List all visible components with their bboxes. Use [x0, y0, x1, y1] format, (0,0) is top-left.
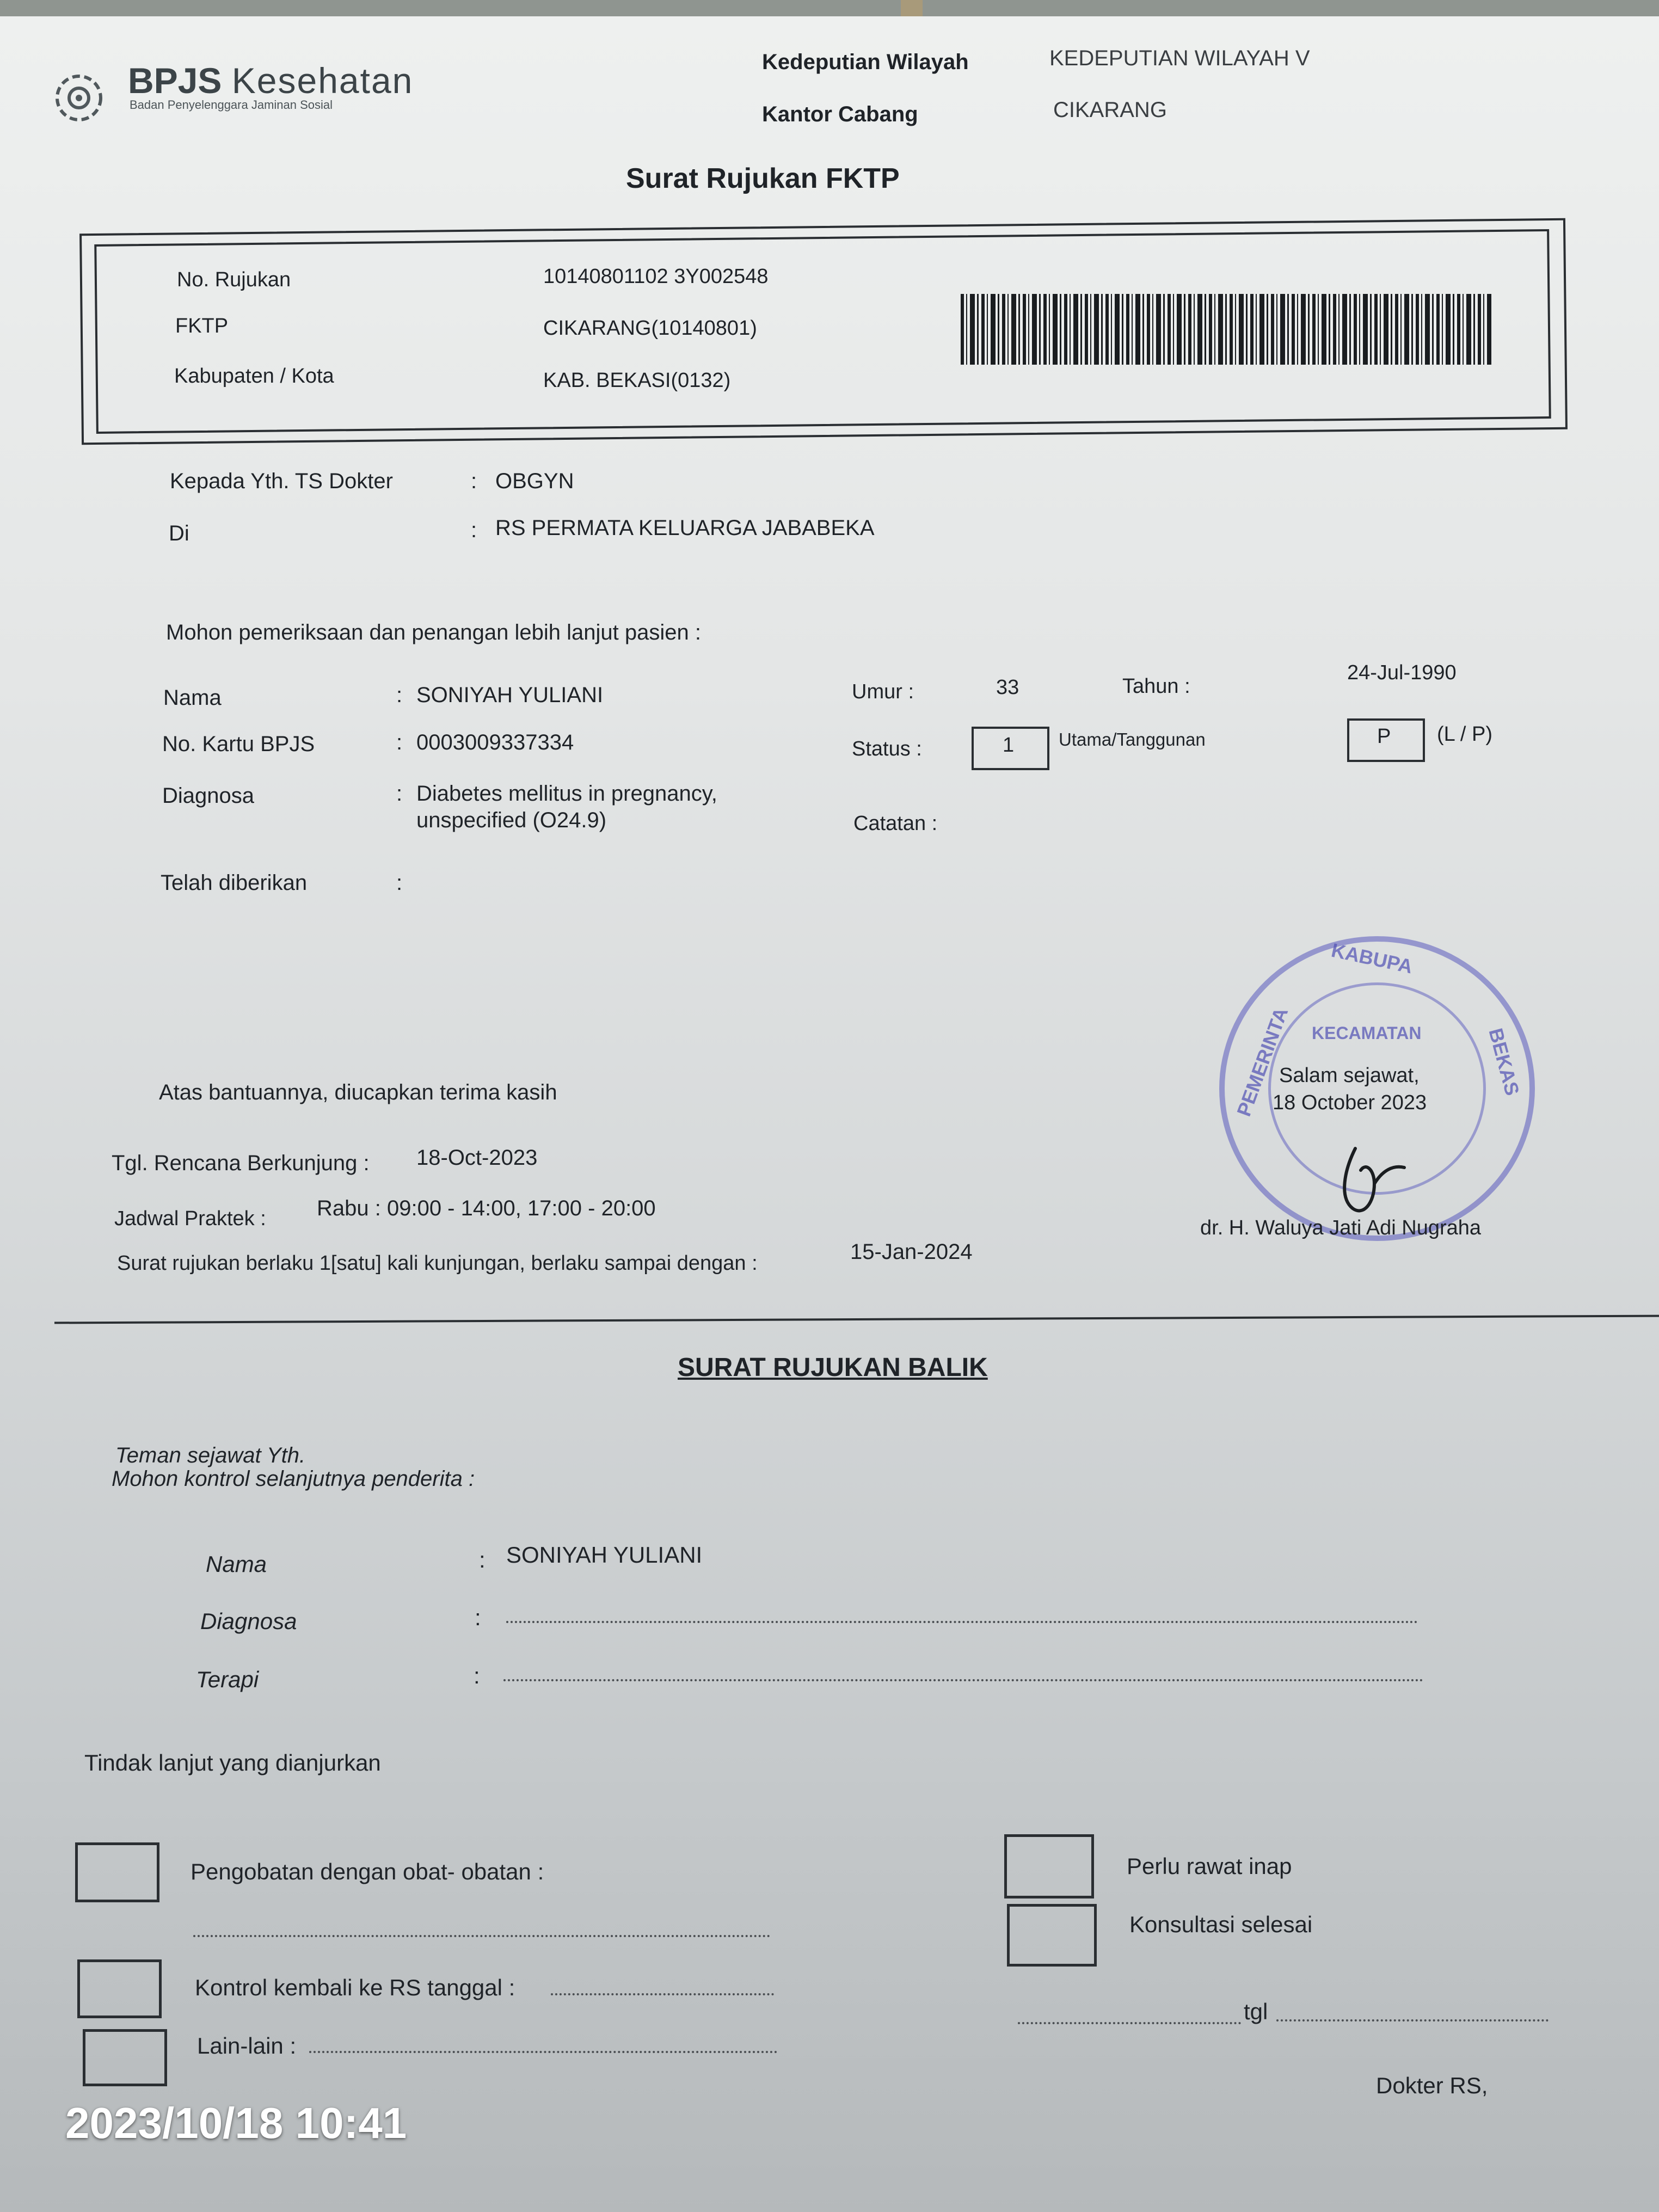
diberikan-label: Telah diberikan [161, 871, 308, 895]
opt-pengobatan-label: Pengobatan dengan obat- obatan : [191, 1859, 544, 1884]
balik-greeting: Teman sejawat Yth. [115, 1443, 306, 1467]
checkbox-rawat-inap[interactable] [1004, 1834, 1094, 1898]
kedeputian-label: Kedeputian Wilayah [762, 50, 969, 74]
validity-label: Surat rujukan berlaku 1[satu] kali kunjungan, berlaku sampai dengan : [117, 1252, 758, 1275]
signature-date: 18 October 2023 [1273, 1091, 1427, 1114]
page-title: Surat Rujukan FKTP [626, 163, 900, 194]
followup-heading: Tindak lanjut yang dianjurkan [84, 1750, 381, 1775]
tgl-rencana-value: 18-Oct-2023 [416, 1146, 538, 1170]
di-label: Di [169, 521, 189, 545]
signature-greeting: Salam sejawat, [1279, 1064, 1420, 1087]
diagnosa-line2: unspecified (O24.9) [416, 808, 607, 832]
tahun-value: 24-Jul-1990 [1347, 661, 1457, 684]
umur-value: 33 [996, 676, 1019, 699]
balik-terapi-field[interactable] [503, 1679, 1423, 1681]
opt-selesai-label: Konsultasi selesai [1129, 1912, 1313, 1937]
balik-title: SURAT RUJUKAN BALIK [678, 1353, 988, 1382]
place-field[interactable] [1018, 2022, 1241, 2024]
jadwal-label: Jadwal Praktek : [114, 1207, 266, 1230]
fktp-label: FKTP [175, 315, 229, 337]
balik-request: Mohon kontrol selanjutnya penderita : [112, 1467, 475, 1491]
kepada-value: OBGYN [495, 469, 574, 493]
balik-diagnosa-field[interactable] [506, 1621, 1418, 1623]
jadwal-value: Rabu : 09:00 - 14:00, 17:00 - 20:00 [317, 1196, 656, 1220]
balik-nama-value: SONIYAH YULIANI [506, 1542, 703, 1568]
doctor-name: dr. H. Waluya Jati Adi Nugraha [1200, 1216, 1482, 1239]
nama-label: Nama [163, 686, 222, 710]
fktp-value: CIKARANG(10140801) [543, 317, 757, 340]
balik-terapi-label: Terapi [196, 1667, 259, 1692]
status-label: Status : [852, 738, 922, 760]
status-type: Utama/Tanggunan [1059, 729, 1206, 749]
dokter-rs-label: Dokter RS, [1376, 2073, 1488, 2098]
stamp-text-left: PEMERINTA [1232, 1004, 1293, 1120]
doctor-signature [1323, 1138, 1421, 1219]
bpjs-logo-icon [52, 71, 106, 125]
kontrol-date-field[interactable] [551, 1993, 774, 1995]
opt-kontrol-label: Kontrol kembali ke RS tanggal : [195, 1975, 515, 2000]
umur-label: Umur : [852, 680, 914, 703]
checkbox-konsultasi[interactable] [1007, 1904, 1097, 1967]
kabupaten-label: Kabupaten / Kota [174, 365, 334, 388]
kabupaten-value: KAB. BEKASI(0132) [543, 369, 731, 392]
lain-field[interactable] [309, 2051, 777, 2053]
brand-kesehatan: Kesehatan [231, 60, 414, 101]
kartu-label: No. Kartu BPJS [162, 732, 315, 756]
gender-value: P [1377, 725, 1391, 748]
checkbox-lain[interactable] [83, 2029, 167, 2086]
balik-nama-label: Nama [206, 1551, 267, 1577]
balik-diagnosa-label: Diagnosa [200, 1608, 297, 1634]
kantor-label: Kantor Cabang [762, 102, 918, 126]
checkbox-pengobatan[interactable] [75, 1842, 159, 1902]
status-value: 1 [1003, 734, 1015, 757]
di-value: RS PERMATA KELUARGA JABABEKA [495, 516, 875, 540]
tgl-rencana-label: Tgl. Rencana Berkunjung : [112, 1151, 370, 1175]
kedeputian-value: KEDEPUTIAN WILAYAH V [1049, 46, 1310, 70]
validity-value: 15-Jan-2024 [850, 1240, 973, 1264]
request-text: Mohon pemeriksaan dan penangan lebih lanjut pasien : [166, 620, 701, 644]
checkbox-kontrol[interactable] [77, 1959, 162, 2018]
referral-sheet: BPJS Kesehatan Badan Penyelenggara Jaminan Sosial Kedeputian Wilayah KEDEPUTIAN WILAYAH V Kantor Cabang CIKARANG Surat Rujukan FKTP No. Rujukan 10140801102 3Y002548 FKTP CIKARANG(10140801) Kabupaten / Kota KAB. BEKASI(0132) Kepada Yth. TS Dokter : OBGYN Di : RS PERMATA KELUARGA JABABEKA Mohon pemeriksaan dan penangan lebih lanjut pasien : Nama : SONIYAH YULIANI No. Kartu BPJS : 0003009337334 Diagnosa : Diabetes mellitus in pregnancy, unspecified (O24.9) Telah diberikan : Umur : 33 Tahun : 24-Jul-1990 Status : 1 Utama/Tanggunan P (L / P) Catatan : KABUPA PEMERINTA BEKAS KECAMATAN Salam sejawat, 18 October 2023 dr. H. Waluya Jati Adi Nugraha Atas bantuannya, diucapkan terima kasih Tgl. Rencana Berkunjung : 18-Oct-2023 Jadwal Praktek : Rabu : 09:00 - 14:00, 17:00 - 20:00 Surat rujukan berlaku 1[satu] kali kunjungan, berlaku sampai dengan : 15-Jan-2024 SURAT RUJUKAN BALIK Teman sejawat Yth. Mohon kontrol selanjutnya penderita : Nama : SONIYAH YULIANI Diagnosa : Terapi : Tindak lanjut yang dianjurkan Pengobatan dengan obat- obatan : Kontrol kembali ke RS tanggal : Lain-lain : Perlu rawat inap Konsultasi selesai tgl Dokter RS, [0, 16, 1659, 2212]
stamp-text-top: KABUPA [1329, 938, 1415, 978]
tgl-label: tgl [1244, 1999, 1268, 2024]
diagnosa-label: Diagnosa [162, 784, 255, 808]
kepada-label: Kepada Yth. TS Dokter [170, 469, 393, 493]
kantor-value: CIKARANG [1053, 98, 1167, 122]
gender-hint: (L / P) [1437, 723, 1493, 746]
nama-value: SONIYAH YULIANI [416, 683, 604, 707]
brand-subtitle: Badan Penyelenggara Jaminan Sosial [130, 98, 333, 112]
photo-timestamp: 2023/10/18 10:41 [65, 2099, 407, 2147]
pengobatan-field[interactable] [193, 1935, 770, 1937]
thanks-text: Atas bantuannya, diucapkan terima kasih [159, 1080, 557, 1104]
tahun-label: Tahun : [1122, 675, 1190, 698]
brand-name [128, 60, 413, 101]
brand-bpjs: BPJS [128, 60, 222, 101]
catatan-label: Catatan : [853, 812, 938, 835]
diagnosa-line1: Diabetes mellitus in pregnancy, [416, 782, 717, 806]
stamp-text-right: BEKAS [1484, 1025, 1524, 1098]
kartu-value: 0003009337334 [416, 730, 574, 754]
section-divider [54, 1315, 1659, 1324]
no-rujukan-value: 10140801102 3Y002548 [543, 265, 769, 288]
stamp-text-center: KECAMATAN [1312, 1023, 1422, 1043]
opt-lain-label: Lain-lain : [197, 2033, 297, 2059]
barcode [961, 294, 1491, 365]
tgl-field[interactable] [1276, 2019, 1549, 2021]
no-rujukan-label: No. Rujukan [177, 268, 291, 291]
opt-rawat-label: Perlu rawat inap [1127, 1853, 1292, 1879]
